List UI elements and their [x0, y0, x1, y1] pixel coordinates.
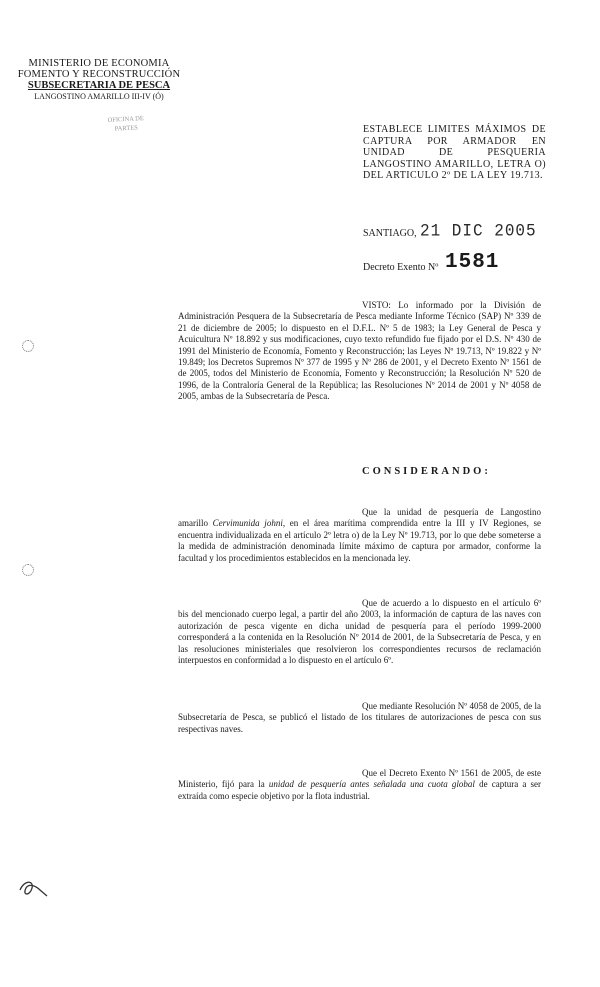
ministry-subtitle: FOMENTO Y RECONSTRUCCIÓN — [17, 69, 181, 80]
date-stamp: 21 DIC 2005 — [420, 221, 537, 241]
stamp-line: PARTES — [114, 124, 139, 133]
office-stamp — [86, 113, 167, 135]
stamp-line: OFICINA DE — [107, 115, 145, 124]
fishery-reference: LANGOSTINO AMARILLO III-IV (Ó) — [34, 92, 164, 101]
species-name: Cervimunida johni — [212, 518, 283, 529]
decree-label: Decreto Exento Nº — [363, 262, 439, 273]
paragraph-text: Que el Decreto Exento Nº 1561 de 2005, de este Ministerio, fijó para la — [178, 768, 541, 790]
dateline-city: SANTIAGO, — [363, 228, 417, 239]
considerando-heading: CONSIDERANDO: — [362, 466, 491, 477]
considerando-paragraph-4 — [178, 768, 541, 802]
emphasized-text: unidad de pesquería antes señalada una cuota global — [268, 779, 475, 790]
paragraph-text: Que la unidad de pesquería de Langostino amarillo — [178, 507, 541, 529]
handwritten-initial-mark — [16, 874, 52, 904]
decree-subject: ESTABLECE LIMITES MÁXIMOS DE CAPTURA POR ARMADOR EN UNIDAD DE PESQUERIA LANGOSTINO AMARILLO, LETRA O) DEL ARTICULO 2º DE LA LEY 19.713. — [363, 124, 546, 182]
considerando-paragraph-1 — [178, 507, 541, 564]
considerando-paragraph-2: Que de acuerdo a lo dispuesto en el artículo 6º bis del mencionado cuerpo legal, a partir del año 2003, la información de captura de las naves con autorización de pesca vigente en dicha unidad de pesquería para el período 1999-2000 corresponderá a la contenida en la Resolución Nº 2014 de 2001, de la Subsecretaría de Pesca, y en las resoluciones ministeriales que resolvieron los correspondientes recursos de reclamación interpuestos en conformidad a lo dispuesto en el artículo 6º. — [178, 598, 541, 666]
visto-paragraph: VISTO: Lo informado por la División de Administración Pesquera de la Subsecretaría de Pesca mediante Informe Técnico (SAP) Nº 339 de 21 de diciembre de 2005; lo dispuesto en el D.F.L. Nº 5 de 1983; la Ley General de Pesca y Acuicultura Nº 18.892 y sus modificaciones, cuyo texto refundido fue fijado por el D.S. Nº 430 de 1991 del Ministerio de Economía, Fomento y Reconstrucción; las Leyes Nº 19.713, Nº 19.822 y Nº 19.849; los Decretos Supremos Nº 377 de 1995 y Nº 286 de 2001, y el Decreto Exento Nº 1561 de de 2005, todos del Ministerio de Economía, Fomento y Reconstrucción; la Resolución Nº 520 de 1996, de la Contraloría General de la República; las Resoluciones Nº 2014 de 2001 y Nº 4058 de 2005, ambas de la Subsecretaría de Pesca. — [178, 300, 541, 402]
considerando-paragraph-3: Que mediante Resolución Nº 4058 de 2005, de la Subsecretaría de Pesca, se publicó el listado de los titulares de autorizaciones de pesca con sus respectivas naves. — [178, 701, 541, 734]
punch-hole-mark — [22, 564, 34, 576]
punch-hole-mark — [22, 340, 34, 352]
paragraph-text: de captura a ser extraída como especie objetivo por la flota industrial. — [178, 779, 542, 801]
letterhead — [14, 58, 184, 102]
ministry-name: MINISTERIO DE ECONOMIA — [28, 58, 170, 69]
decree-number: 1581 — [445, 251, 500, 274]
subsecretariat-name: SUBSECRETARIA DE PESCA — [27, 80, 171, 91]
paragraph-text: , en el área marítima comprendida entre la III y IV Regiones, se encuentra individualizada en el artículo 2º letra o) de la Ley Nº 19.713, por lo que debe someterse a la medida de administración denominada límite máximo de captura por armador, conforme la facultad y los procedimientos establecidos en la mencionada ley. — [178, 518, 541, 563]
